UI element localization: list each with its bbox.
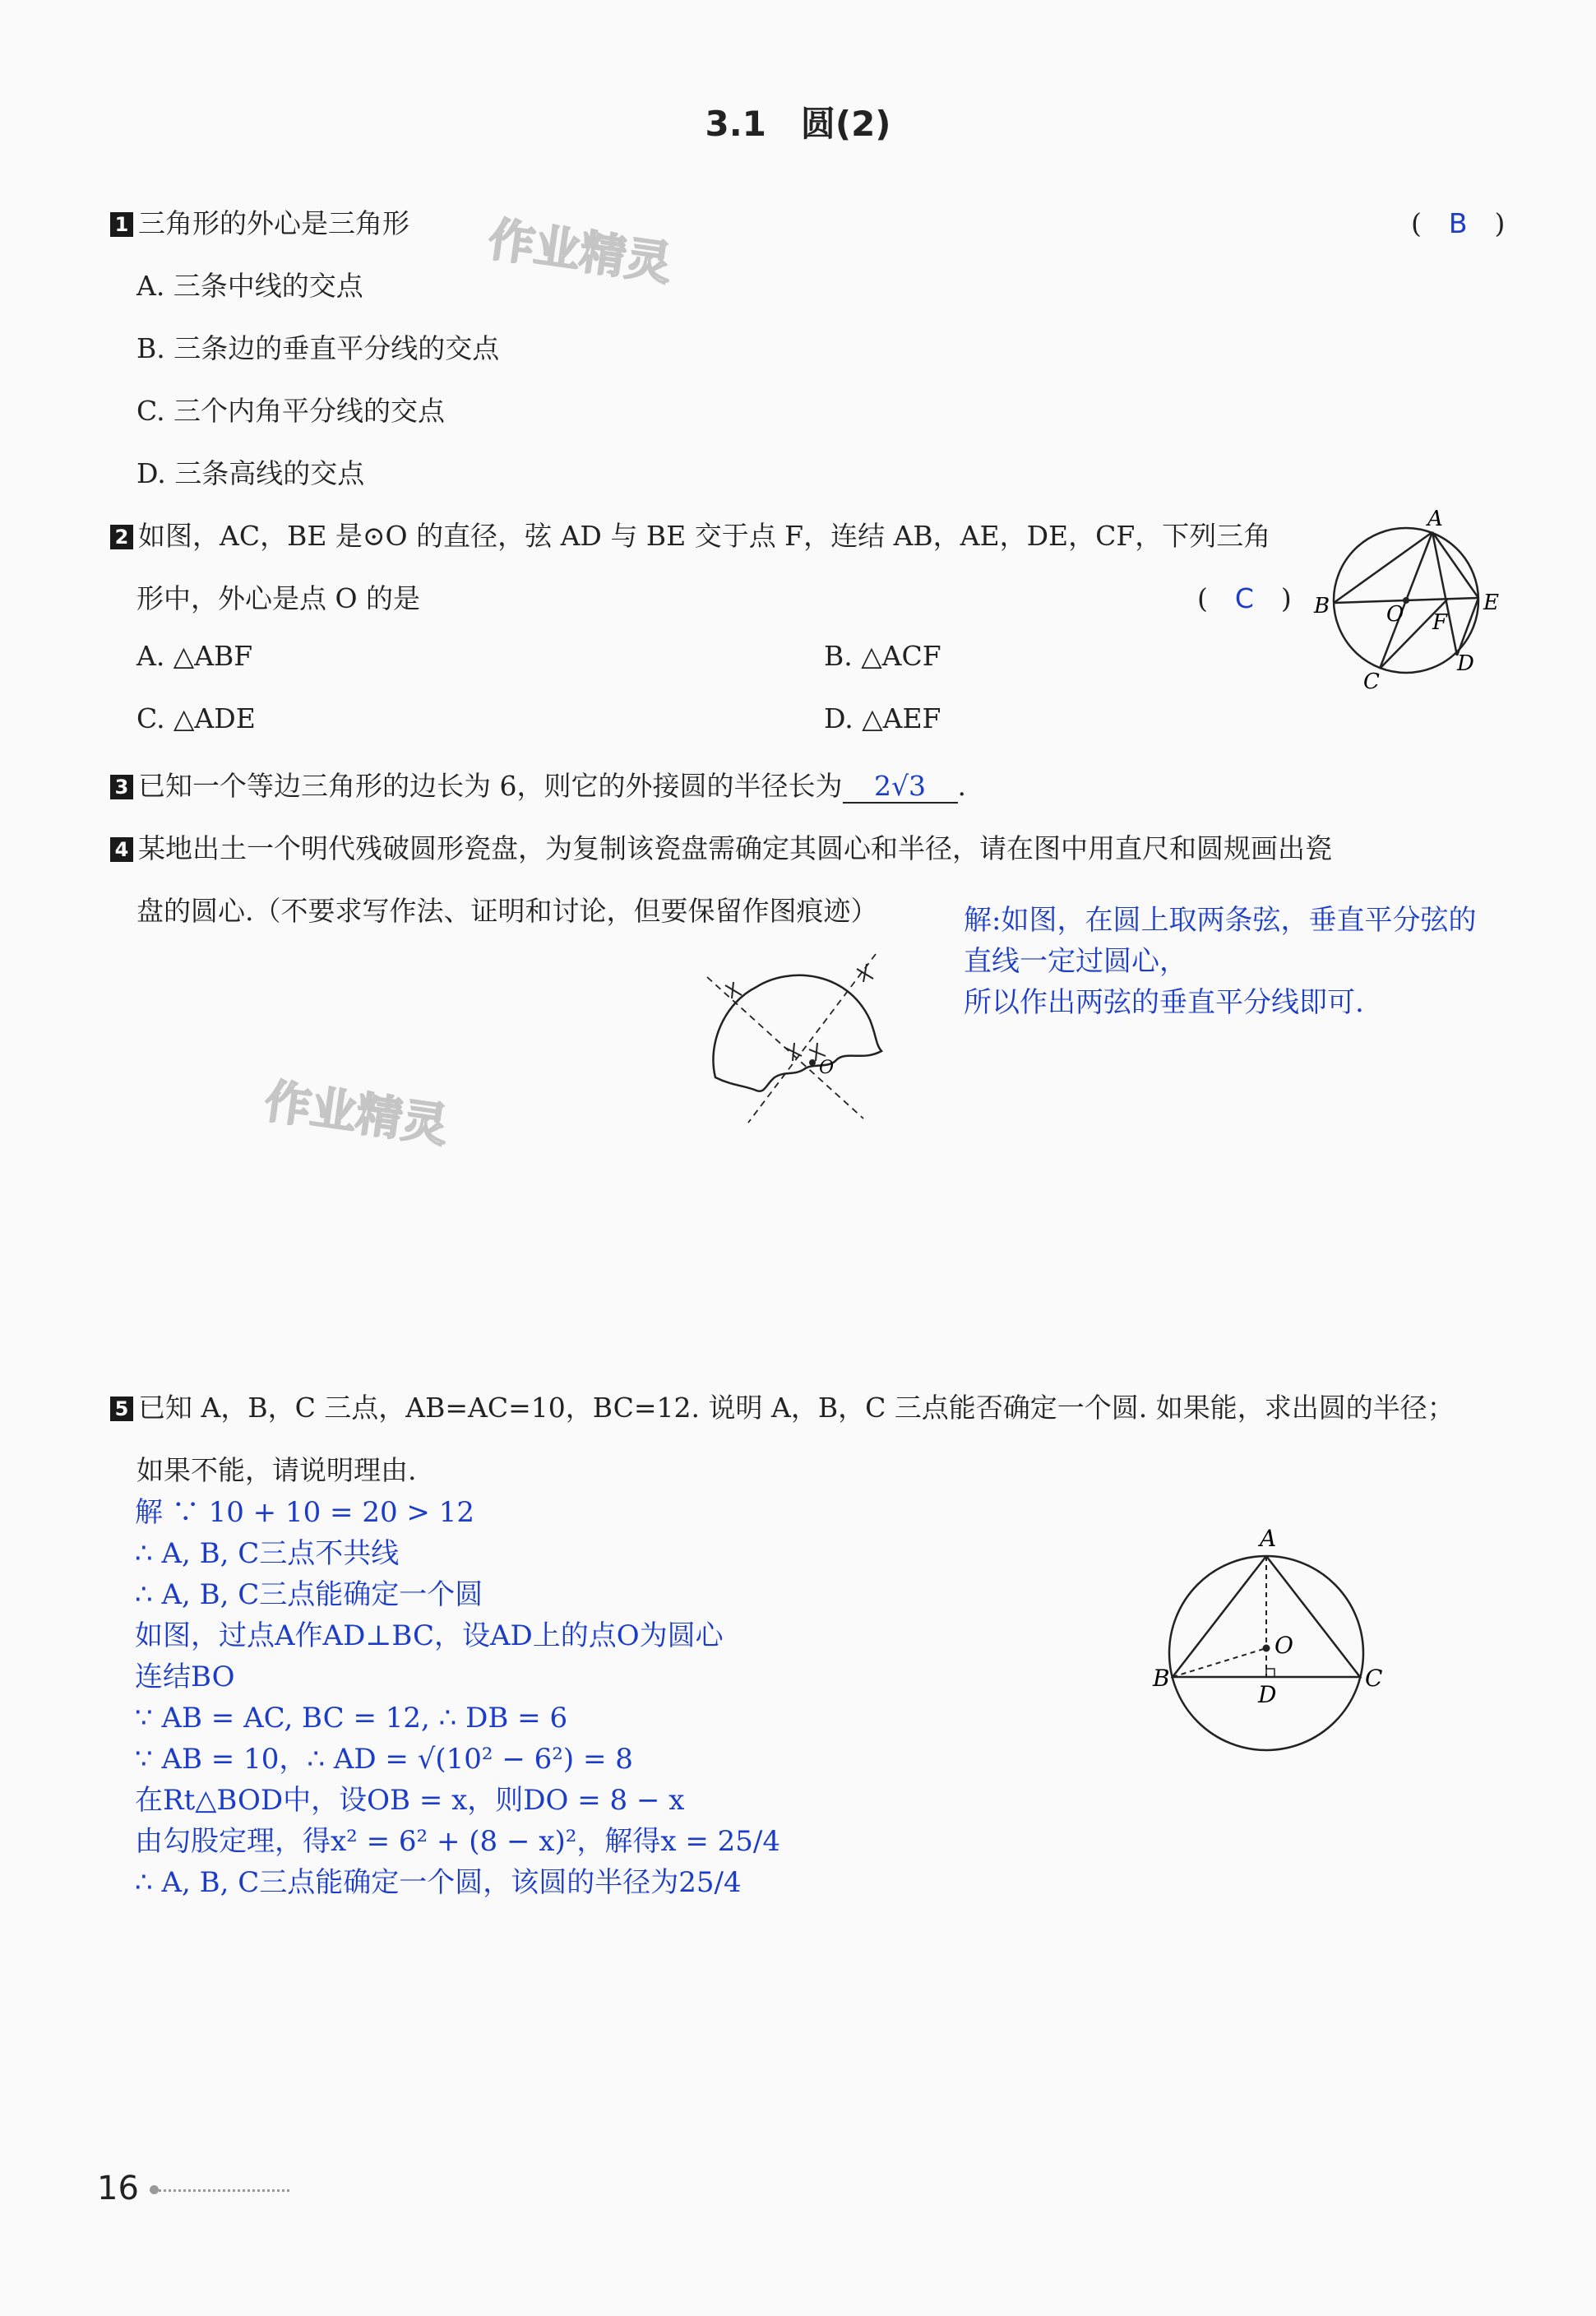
figure-label-e: E: [1483, 591, 1499, 615]
figure-label-c: C: [1363, 669, 1380, 694]
q2-circle-figure: [1307, 506, 1505, 695]
q5-solution-line: 如图，过点A作AD⊥BC，设AD上的点O为圆心: [135, 1619, 724, 1652]
q2-option-a: A. △ABF: [136, 640, 253, 672]
q2-stem-line1: 2 如图，AC，BE 是⊙O 的直径，弦 AD 与 BE 交于点 F，连结 AB，AE，DE，CF，下列三角: [110, 515, 1270, 554]
q4-figure-label-o: O: [819, 1058, 835, 1078]
page-number-dotted-rule: [153, 2189, 289, 2192]
q2-option-d: D. △AEF: [824, 702, 941, 734]
q1-option-a: A. 三条中线的交点: [136, 270, 363, 302]
q5-solution-line: 由勾股定理，得x² = 6² + (8 − x)²，解得x = 25/4: [135, 1825, 780, 1858]
figure-label-d: D: [1457, 651, 1474, 676]
q5-solution-line: ∴ A, B, C三点能确定一个圆: [135, 1578, 483, 1611]
q5-stem-line2: 如果不能，请说明理由.: [136, 1454, 417, 1486]
q2-option-b: B. △ACF: [824, 640, 941, 672]
q3-stem: 3 已知一个等边三角形的边长为 6，则它的外接圆的半径长为 2√3 .: [110, 765, 966, 804]
q2-number: 2: [110, 525, 133, 549]
q5-figure-label-o: O: [1274, 1632, 1293, 1659]
watermark: 作业精灵: [261, 1074, 451, 1154]
q1-stem: 1 三角形的外心是三角形: [110, 202, 409, 241]
q5-solution: [135, 1492, 780, 1903]
q2-stem-line2: 形中，外心是点 O 的是: [136, 582, 421, 614]
q3-answer-blank: 2√3: [843, 770, 958, 804]
q4-stem-line2: 盘的圆心.（不要求写作法、证明和讨论，但要保留作图痕迹）: [136, 895, 878, 927]
q3-number: 3: [110, 775, 133, 799]
q5-solution-line: ∵ AB = 10，∴ AD = √(10² − 6²) = 8: [135, 1743, 633, 1776]
q5-solution-line: ∴ A, B, C三点能确定一个圆，该圆的半径为25/4: [135, 1866, 742, 1899]
q4-solution-line: 所以作出两弦的垂直平分线即可.: [964, 986, 1364, 1019]
q5-number: 5: [110, 1397, 133, 1421]
q5-figure-label-c: C: [1365, 1665, 1383, 1692]
q1-number: 1: [110, 212, 133, 237]
q5-circle-figure: [1143, 1508, 1406, 1763]
q5-figure-label-a: A: [1260, 1525, 1277, 1552]
page-number: 16: [97, 2170, 139, 2207]
q5-solution-line: 解 ∵ 10 + 10 = 20 > 12: [135, 1496, 474, 1529]
q5-solution-line: ∵ AB = AC, BC = 12, ∴ DB = 6: [135, 1702, 568, 1735]
figure-label-f: F: [1432, 610, 1448, 635]
q4-solution: [964, 900, 1476, 1023]
q4-solution-line: 直线一定过圆心，: [964, 945, 1187, 978]
figure-label-b: B: [1314, 594, 1330, 618]
q1-option-b: B. 三条边的垂直平分线的交点: [136, 332, 500, 364]
q2-answer: ( C ): [1197, 582, 1292, 614]
q4-solution-line: 解:如图，在圆上取两条弦，垂直平分弦的: [964, 904, 1477, 937]
q5-solution-line: ∴ A, B, C三点不共线: [135, 1537, 400, 1570]
q5-figure-label-b: B: [1153, 1665, 1170, 1692]
q5-solution-line: 连结BO: [135, 1661, 235, 1693]
q1-answer: ( B ): [1411, 207, 1506, 239]
q4-number: 4: [110, 837, 133, 862]
q2-option-c: C. △ADE: [136, 702, 256, 734]
figure-label-a: A: [1427, 507, 1443, 531]
figure-label-o: O: [1386, 602, 1404, 627]
q1-option-d: D. 三条高线的交点: [136, 457, 365, 489]
q5-figure-label-d: D: [1258, 1681, 1277, 1708]
q5-solution-line: 在Rt△BOD中，设OB = x，则DO = 8 − x: [135, 1784, 685, 1817]
page-title: 3.1 圆(2): [705, 104, 891, 144]
watermark: 作业精灵: [484, 212, 675, 292]
q1-option-c: C. 三个内角平分线的交点: [136, 395, 446, 427]
q4-plate-figure: [691, 946, 904, 1135]
q4-stem-line1: 4 某地出土一个明代残破圆形瓷盘，为复制该瓷盘需确定其圆心和半径，请在图中用直尺和圆规画出瓷: [110, 827, 1332, 866]
q5-stem-line1: 5 已知 A，B，C 三点，AB=AC=10，BC=12. 说明 A，B，C 三点能否确定一个圆. 如果能，求出圆的半径；: [110, 1387, 1455, 1425]
